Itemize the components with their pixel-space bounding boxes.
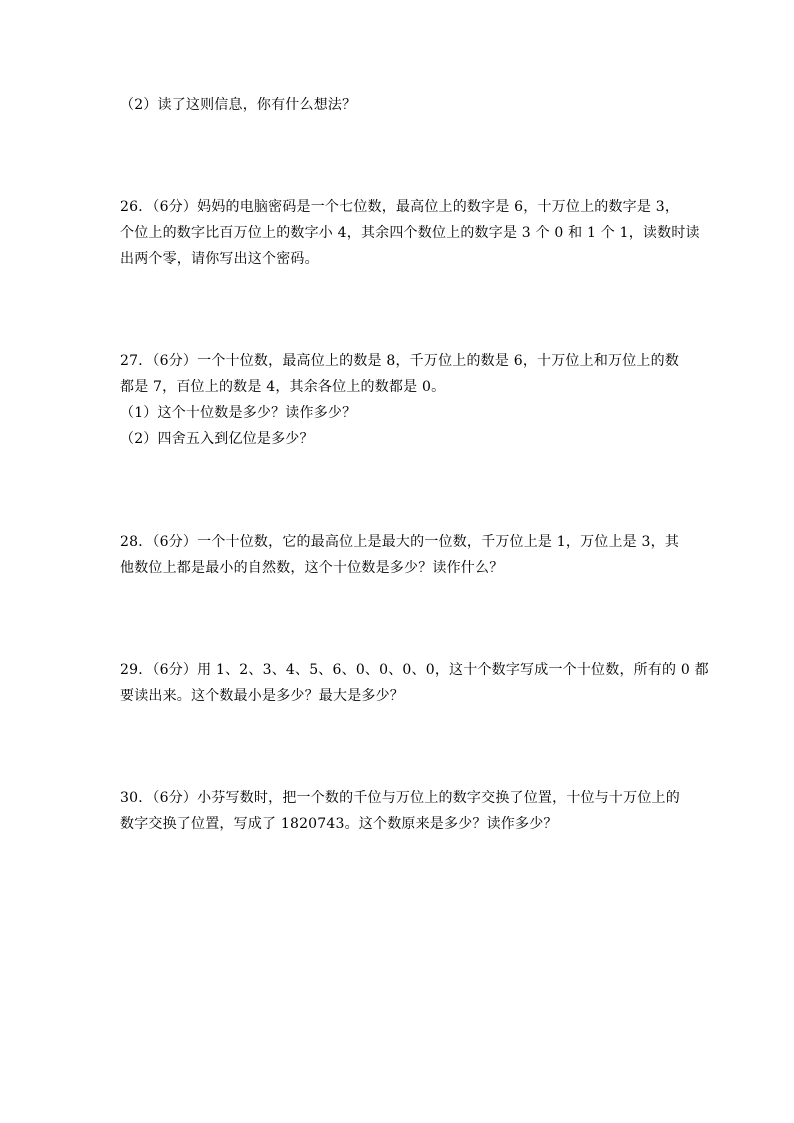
q26-text-line-3: 出两个零，请你写出这个密码。 [120,251,319,267]
q28-text-line-2: 他数位上都是最小的自然数，这个十位数是多少？读作什么？ [120,560,504,576]
q28-text-line-1: 28．（6分）一个十位数，它的最高位上是最大的一位数，千万位上是 1，万位上是 3，其 [120,534,680,550]
q29-text-line-1: 29．（6分）用 1、2、3、4、5、6、0、0、0、0，这十个数字写成一个十位数，所有的 0 都 [120,662,709,678]
q27-sub-question-1: （1）这个十位数是多少？读作多少？ [120,405,357,421]
q26-text-line-1: 26．（6分）妈妈的电脑密码是一个七位数，最高位上的数字是 6，十万位上的数字是 3， [120,199,680,215]
q27-text-line-2: 都是 7，百位上的数是 4，其余各位上的数都是 0。 [120,379,446,395]
q30-text-line-2: 数字交换了位置，写成了 1820743。这个数原来是多少？读作多少？ [120,816,558,832]
q25-sub-question-2: （2）读了这则信息，你有什么想法？ [120,97,357,113]
q27-text-line-1: 27．（6分）一个十位数，最高位上的数是 8，千万位上的数是 6，十万位上和万位上的数 [120,353,680,369]
q30-text-line-1: 30．（6分）小芬写数时，把一个数的千位与万位上的数字交换了位置，十位与十万位上的 [120,790,680,806]
q27-sub-question-2: （2）四舍五入到亿位是多少？ [120,431,314,447]
q26-text-line-2: 个位上的数字比百万位上的数字小 4，其余四个数位上的数字是 3 个 0 和 1 个 1，读数时读 [120,225,700,241]
q29-text-line-2: 要读出来。这个数最小是多少？最大是多少？ [120,688,404,704]
